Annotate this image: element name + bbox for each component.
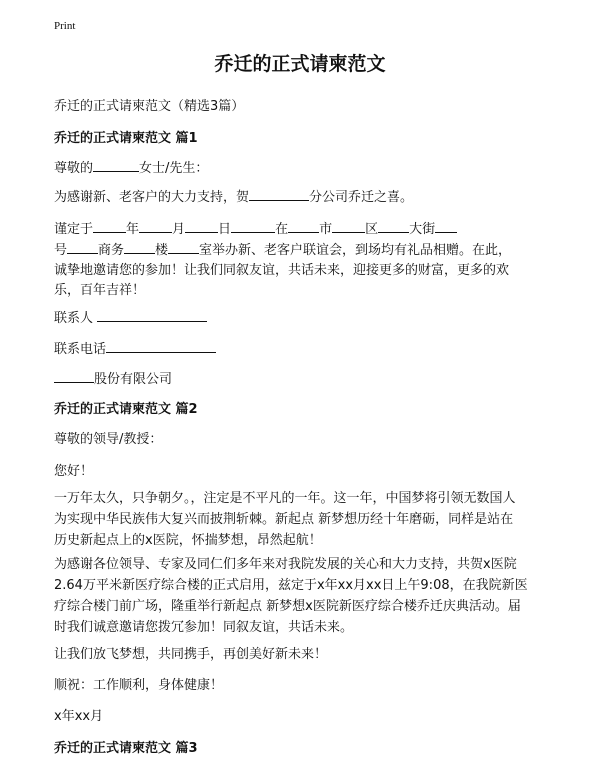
invite-text: 大街 <box>409 222 436 237</box>
city-blank <box>288 219 319 233</box>
room-blank <box>168 240 199 254</box>
section-2-heading: 乔迁的正式请柬范文 篇2 <box>54 402 198 417</box>
street-blank <box>378 219 409 233</box>
invite-text: 谨定于 <box>54 222 94 237</box>
paragraph-line: 为感谢各位领导、专家及同仁们多年来对我院发展的关心和大力支持，共贺x医院 <box>54 557 517 572</box>
thanks-suffix: 分公司乔迁之喜。 <box>309 190 414 205</box>
paragraph-line: 疗综合楼门前广场，隆重举行新起点 新梦想x医院新医疗综合楼乔迁庆典活动。届 <box>54 599 521 614</box>
section-1-invite-line-3: 诚挚地邀请您的参加！让我们同叙友谊，共话未来，迎接更多的财富，更多的欢 <box>54 263 510 278</box>
invite-text: 商务 <box>98 243 125 258</box>
contact-label: 联系人 <box>54 311 94 326</box>
section-2-paragraph-2 <box>54 554 546 638</box>
paragraph-line: 2.64万平米新医疗综合楼的正式启用，兹定于x年xx月xx日上午9:08，在我院新医 <box>54 578 528 593</box>
contact-person-line <box>54 307 207 326</box>
contact-blank <box>97 308 207 322</box>
greeting-prefix: 尊敬的 <box>54 161 94 176</box>
paragraph-line: 一万年太久，只争朝夕。，注定是不平凡的一年。这一年，中国梦将引领无数国人 <box>54 491 516 506</box>
street-no-blank <box>435 219 457 233</box>
section-1-greeting <box>54 157 208 176</box>
invite-text: 在 <box>275 222 289 237</box>
thanks-prefix: 为感谢新、老客户的大力支持，贺 <box>54 190 250 205</box>
section-1-invite-line-2 <box>54 239 511 258</box>
section-2-closing-1: 让我们放飞梦想，共同携手，再创美好新未来！ <box>54 647 328 662</box>
contact-phone-line <box>54 338 216 357</box>
section-1-heading: 乔迁的正式请柬范文 篇1 <box>54 131 198 146</box>
name-blank <box>93 158 139 172</box>
company-name-blank <box>54 369 94 383</box>
paragraph-line: 时我们诚意邀请您拨冗参加！同叙友谊，共话未来。 <box>54 620 354 635</box>
section-1-invite-line-1 <box>54 218 457 237</box>
building-blank <box>124 240 155 254</box>
section-2-closing-2: 顺祝：工作顺利，身体健康！ <box>54 678 224 693</box>
invite-text: 年 <box>126 222 140 237</box>
day-blank <box>185 219 218 233</box>
invite-text: 月 <box>172 222 186 237</box>
company-line <box>54 368 172 387</box>
number-blank <box>67 240 98 254</box>
time-blank <box>231 219 275 233</box>
district-blank <box>332 219 365 233</box>
section-3-heading: 乔迁的正式请柬范文 篇3 <box>54 741 198 756</box>
paragraph-line: 历史新起点上的x医院，怀揣梦想，昂然起航！ <box>54 533 322 548</box>
invite-text: 号 <box>54 243 68 258</box>
month-blank <box>139 219 172 233</box>
company-blank <box>249 187 309 201</box>
section-1-invite-line-4: 乐，百年吉祥！ <box>54 283 146 298</box>
section-1-thanks <box>54 186 413 205</box>
invite-text: 区 <box>365 222 379 237</box>
section-2-paragraph-1 <box>54 488 546 551</box>
phone-blank <box>106 339 216 353</box>
company-suffix: 股份有限公司 <box>94 372 173 387</box>
section-2-greeting: 尊敬的领导/教授： <box>54 432 163 447</box>
greeting-suffix: 女士/先生： <box>139 161 209 176</box>
invite-text: 日 <box>218 222 232 237</box>
invite-text: 室举办新、老客户联谊会，到场均有礼品相赠。在此， <box>199 243 512 258</box>
section-2-hello: 您好！ <box>54 464 94 479</box>
year-blank <box>93 219 126 233</box>
invite-text: 楼 <box>155 243 169 258</box>
invite-text: 市 <box>319 222 333 237</box>
phone-label: 联系电话 <box>54 342 107 357</box>
document-subtitle: 乔迁的正式请柬范文（精选3篇） <box>54 99 245 114</box>
print-label: Print <box>54 20 76 32</box>
paragraph-line: 为实现中华民族伟大复兴而披荆斩棘。新起点 新梦想历经十年磨砺，同样是站在 <box>54 512 514 527</box>
document-title: 乔迁的正式请柬范文 <box>214 53 386 75</box>
section-2-date: x年xx月 <box>54 709 104 724</box>
